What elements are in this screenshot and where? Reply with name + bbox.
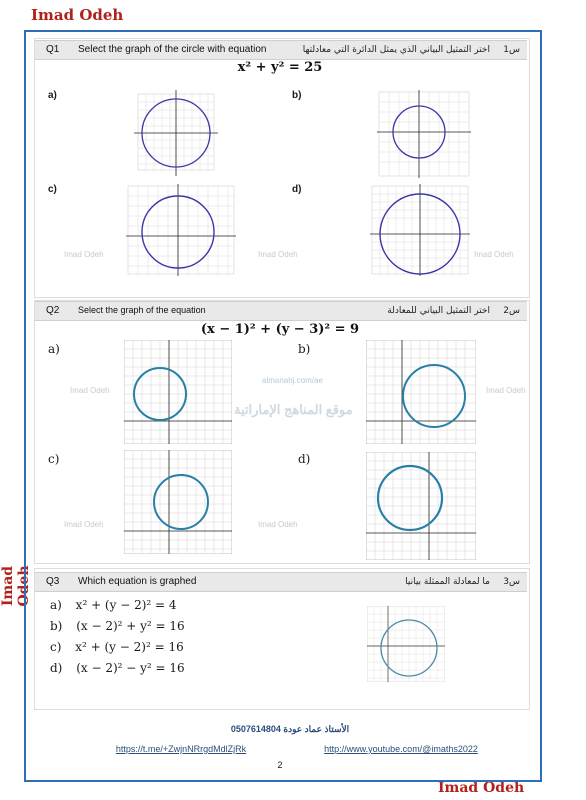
watermark-text: Imad Odeh [474, 250, 514, 259]
q3-answer-label: c) [50, 640, 62, 654]
q1-prompt-ar: اختر التمثيل البياني الذي يمثل الدائرة التي معادلتها [302, 45, 490, 55]
q2-graph-a[interactable] [124, 340, 232, 444]
q2-equation: (x − 1)² + (y − 3)² = 9 [200, 322, 360, 337]
q2-number: Q2 [46, 305, 60, 316]
watermark-text: Imad Odeh [64, 250, 104, 259]
q2-option-c-label[interactable]: c) [48, 452, 60, 466]
watermark-text: Imad Odeh [486, 386, 526, 395]
q1-prompt: Select the graph of the circle with equation [78, 44, 267, 55]
q3-answer-text: x² + (y − 2)² = 16 [75, 640, 184, 654]
q1-equation: x² + y² = 25 [237, 60, 323, 75]
q2-option-a-label[interactable]: a) [48, 342, 60, 356]
watermark-site-ar: موقع المناهج الإماراتية [234, 402, 353, 417]
q1-option-b-label[interactable]: b) [292, 90, 302, 101]
watermark-text: Imad Odeh [70, 386, 110, 395]
footer-phone: 0507614804 الأستاذ عماد عودة [230, 724, 350, 734]
q3-number: Q3 [46, 576, 60, 587]
q1-number: Q1 [46, 44, 60, 55]
q3-prompt: Which equation is graphed [78, 576, 197, 587]
watermark-site: almanahj.com/ae [262, 376, 323, 385]
watermark-text: Imad Odeh [64, 520, 104, 529]
q1-graph-b[interactable] [375, 90, 475, 178]
q2-prompt: Select the graph of the equation [78, 305, 206, 315]
q3-graph [367, 606, 445, 682]
q2-graph-b[interactable] [366, 340, 476, 444]
page-number: 2 [277, 760, 283, 770]
q2-option-b-label[interactable]: b) [298, 342, 311, 356]
q3-answer-label: b) [50, 619, 63, 633]
side-brand: Imad Odeh [0, 565, 32, 607]
q3-answer-d[interactable] [50, 661, 185, 675]
q2-number-ar: س2 [503, 306, 520, 316]
watermark-text: Imad Odeh [258, 520, 298, 529]
q3-answer-b[interactable] [50, 619, 185, 633]
q3-prompt-ar: ما لمعادلة الممثلة بيانيا [405, 577, 490, 587]
header-brand: Imad Odeh [31, 6, 124, 24]
q3-answer-a[interactable] [50, 598, 177, 612]
q2-graph-c[interactable] [124, 450, 232, 554]
q1-graph-a[interactable] [130, 90, 220, 178]
q3-answer-text: (x − 2)² + y² = 16 [76, 619, 185, 633]
q3-answer-label: d) [50, 661, 63, 675]
q1-graph-c[interactable] [126, 184, 236, 276]
q1-option-a-label[interactable]: a) [48, 90, 57, 101]
q1-option-c-label[interactable]: c) [48, 184, 57, 195]
footer-youtube-link[interactable]: http://www.youtube.com/@imaths2022 [324, 744, 478, 754]
footer-telegram-link[interactable]: https://t.me/+ZwjnNRrgdMdlZjRk [115, 744, 247, 754]
q2-graph-d[interactable] [366, 452, 476, 560]
q3-answer-text: x² + (y − 2)² = 4 [75, 598, 177, 612]
q3-answer-c[interactable] [50, 640, 184, 654]
q3-answer-label: a) [50, 598, 62, 612]
q1-option-d-label[interactable]: d) [292, 184, 302, 195]
footer-brand: Imad Odeh [438, 780, 525, 796]
watermark-text: Imad Odeh [258, 250, 298, 259]
q3-number-ar: س3 [503, 577, 520, 587]
q2-option-d-label[interactable]: d) [298, 452, 311, 466]
q2-prompt-ar: اختر التمثيل البياني للمعادلة [387, 306, 490, 316]
q3-answer-text: (x − 2)² − y² = 16 [76, 661, 185, 675]
q1-graph-d[interactable] [370, 184, 470, 276]
q1-number-ar: س1 [503, 45, 520, 55]
